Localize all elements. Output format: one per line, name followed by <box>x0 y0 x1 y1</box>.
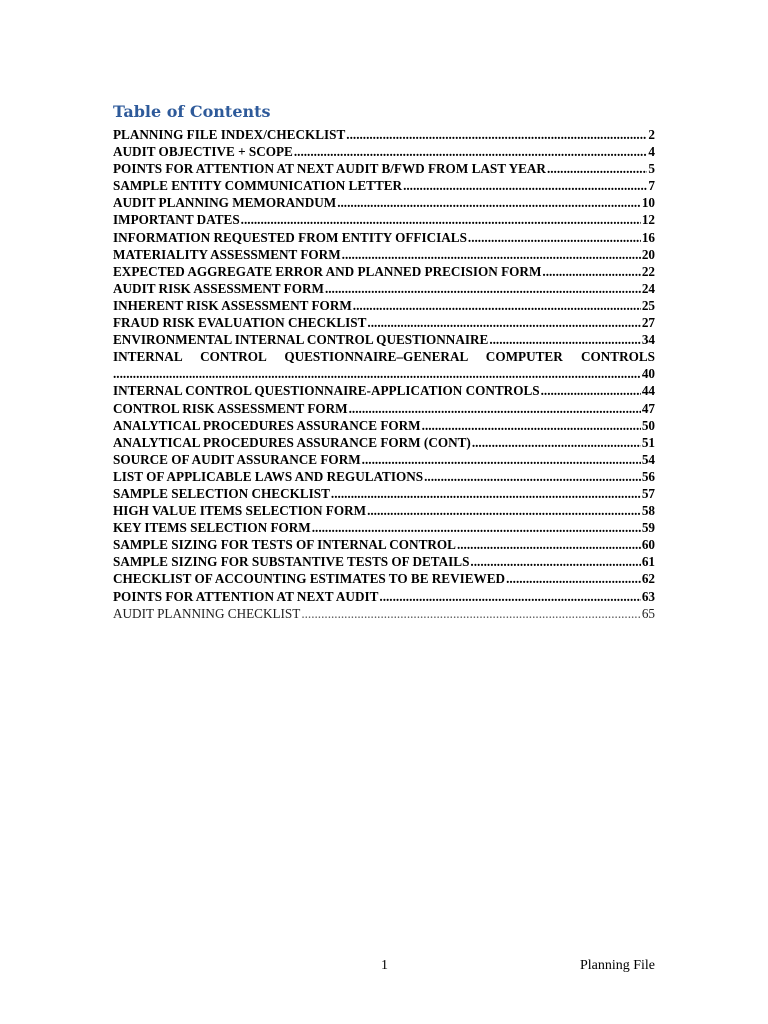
toc-dot-leader <box>113 365 641 382</box>
toc-dot-leader <box>349 400 641 417</box>
toc-entry-title: SAMPLE ENTITY COMMUNICATION LETTER <box>113 178 403 194</box>
toc-entry-title: POINTS FOR ATTENTION AT NEXT AUDIT <box>113 588 379 604</box>
toc-entry-page: 57 <box>641 485 655 501</box>
toc-dot-leader <box>362 451 641 468</box>
toc-entry-title: HIGH VALUE ITEMS SELECTION FORM <box>113 503 367 519</box>
toc-entry-page: 20 <box>641 246 655 262</box>
toc-entry-page: 47 <box>641 400 655 416</box>
toc-entry-page: 59 <box>641 520 655 536</box>
toc-entry-page: 10 <box>641 195 655 211</box>
page-footer <box>0 958 768 978</box>
toc-entry-page: 27 <box>641 315 655 331</box>
toc-entry-page: 7 <box>648 178 655 194</box>
toc-entry[interactable] <box>113 263 655 280</box>
toc-entry[interactable] <box>113 160 655 177</box>
toc-entry[interactable] <box>113 246 655 263</box>
toc-entry-title: SAMPLE SIZING FOR SUBSTANTIVE TESTS OF DETAILS <box>113 554 470 570</box>
toc-dot-leader <box>470 553 640 570</box>
toc-dot-leader <box>379 588 640 605</box>
toc-entry[interactable] <box>113 468 655 485</box>
toc-entry-title: INHERENT RISK ASSESSMENT FORM <box>113 297 352 313</box>
toc-entry[interactable] <box>113 314 655 331</box>
toc-entry-page: 61 <box>641 554 655 570</box>
toc-entry-title: KEY ITEMS SELECTION FORM <box>113 520 311 536</box>
toc-entry[interactable] <box>113 177 655 194</box>
toc-dot-leader <box>331 485 641 502</box>
toc-entry[interactable] <box>113 211 655 228</box>
toc-dot-leader <box>367 502 641 519</box>
toc-entry-title: AUDIT PLANNING CHECKLIST <box>113 605 301 621</box>
toc-entry[interactable] <box>113 194 655 211</box>
toc-dot-leader <box>353 297 641 314</box>
toc-entry-page: 58 <box>641 503 655 519</box>
toc-entry-page: 51 <box>641 434 655 450</box>
toc-entry-page: 50 <box>641 417 655 433</box>
toc-entry-title: AUDIT PLANNING MEMORANDUM <box>113 195 337 211</box>
page-number: 1 <box>381 958 388 973</box>
toc-entry-page: 44 <box>641 383 655 399</box>
toc-entry-page: 54 <box>641 451 655 467</box>
toc-dot-leader <box>294 143 648 160</box>
toc-dot-leader <box>403 177 647 194</box>
toc-entry[interactable] <box>113 229 655 246</box>
toc-entry-title: AUDIT RISK ASSESSMENT FORM <box>113 280 324 296</box>
toc-dot-leader <box>468 229 641 246</box>
toc-list <box>113 126 655 622</box>
toc-entry-page: 34 <box>641 332 655 348</box>
toc-entry[interactable] <box>113 588 655 605</box>
toc-dot-leader <box>346 126 647 143</box>
toc-dot-leader <box>241 211 641 228</box>
toc-entry[interactable] <box>113 280 655 297</box>
toc-dot-leader <box>424 468 641 485</box>
toc-entry[interactable] <box>113 400 655 417</box>
toc-entry-title: LIST OF APPLICABLE LAWS AND REGULATIONS <box>113 468 424 484</box>
toc-entry-title: CONTROL RISK ASSESSMENT FORM <box>113 400 348 416</box>
toc-entry-page: 12 <box>641 212 655 228</box>
toc-entry[interactable] <box>113 126 655 143</box>
toc-entry-title: FRAUD RISK EVALUATION CHECKLIST <box>113 315 367 331</box>
toc-entry[interactable] <box>113 502 655 519</box>
toc-dot-leader <box>547 160 647 177</box>
toc-entry-title: POINTS FOR ATTENTION AT NEXT AUDIT B/FWD FROM LAST YEAR <box>113 161 546 177</box>
toc-entry-title: ANALYTICAL PROCEDURES ASSURANCE FORM (CONT) <box>113 434 471 450</box>
toc-heading: Table of Contents <box>113 102 271 121</box>
toc-entry-page: 16 <box>641 229 655 245</box>
toc-entry-title: EXPECTED AGGREGATE ERROR AND PLANNED PRECISION FORM <box>113 263 542 279</box>
toc-dot-leader <box>342 246 641 263</box>
toc-entry-title: PLANNING FILE INDEX/CHECKLIST <box>113 127 346 142</box>
toc-dot-leader <box>506 570 641 587</box>
toc-entry-title: CHECKLIST OF ACCOUNTING ESTIMATES TO BE REVIEWED <box>113 571 506 587</box>
toc-entry[interactable] <box>113 570 655 587</box>
toc-dot-leader <box>489 331 641 348</box>
toc-entry-page: 62 <box>641 571 655 587</box>
toc-dot-leader <box>457 536 641 553</box>
toc-entry[interactable] <box>113 605 655 622</box>
toc-entry-title: ANALYTICAL PROCEDURES ASSURANCE FORM <box>113 417 421 433</box>
toc-entry[interactable] <box>113 382 655 399</box>
table-of-contents <box>113 101 655 622</box>
toc-entry[interactable] <box>113 485 655 502</box>
toc-entry[interactable] <box>113 331 655 348</box>
toc-entry-title: AUDIT OBJECTIVE + SCOPE <box>113 144 293 160</box>
toc-dot-leader <box>367 314 640 331</box>
toc-entry[interactable] <box>113 348 655 382</box>
toc-dot-leader <box>541 382 641 399</box>
toc-entry-title: SOURCE OF AUDIT ASSURANCE FORM <box>113 451 361 467</box>
toc-entry-page: 22 <box>641 263 655 279</box>
toc-entry-page: 40 <box>641 366 655 382</box>
toc-entry-page: 4 <box>648 144 655 160</box>
toc-entry[interactable] <box>113 553 655 570</box>
toc-dot-leader <box>301 605 641 622</box>
toc-entry-title: SAMPLE SELECTION CHECKLIST <box>113 485 330 501</box>
toc-entry[interactable] <box>113 417 655 434</box>
toc-entry-title: INFORMATION REQUESTED FROM ENTITY OFFICIALS <box>113 229 467 245</box>
toc-entry-title: INTERNAL CONTROL QUESTIONNAIRE–GENERAL COMPUTER CONTROLS <box>113 349 655 365</box>
toc-entry[interactable] <box>113 434 655 451</box>
toc-entry[interactable] <box>113 143 655 160</box>
toc-entry[interactable] <box>113 536 655 553</box>
toc-dot-leader <box>312 519 641 536</box>
toc-entry-page: 24 <box>641 280 655 296</box>
toc-entry-page: 60 <box>641 537 655 553</box>
toc-entry-title: MATERIALITY ASSESSMENT FORM <box>113 246 341 262</box>
toc-entry-page: 65 <box>641 605 655 621</box>
toc-dot-leader <box>325 280 641 297</box>
toc-entry[interactable] <box>113 451 655 468</box>
toc-entry[interactable] <box>113 519 655 536</box>
toc-entry-page: 25 <box>641 297 655 313</box>
toc-entry-title: INTERNAL CONTROL QUESTIONNAIRE-APPLICATION CONTROLS <box>113 383 540 399</box>
toc-entry-title: SAMPLE SIZING FOR TESTS OF INTERNAL CONTROL <box>113 537 456 553</box>
toc-entry-page: 56 <box>641 468 655 484</box>
toc-dot-leader <box>337 194 641 211</box>
toc-entry[interactable] <box>113 297 655 314</box>
toc-entry-title: ENVIRONMENTAL INTERNAL CONTROL QUESTIONNAIRE <box>113 332 489 348</box>
toc-entry-page: 63 <box>641 588 655 604</box>
toc-entry-page: 2 <box>648 127 655 142</box>
footer-running-title: Planning File <box>579 958 655 973</box>
toc-entry-title: IMPORTANT DATES <box>113 212 240 228</box>
toc-entry-continuation <box>113 365 655 382</box>
toc-dot-leader <box>472 434 641 451</box>
toc-dot-leader <box>422 417 641 434</box>
toc-dot-leader <box>542 263 640 280</box>
toc-entry-page: 5 <box>648 161 655 177</box>
